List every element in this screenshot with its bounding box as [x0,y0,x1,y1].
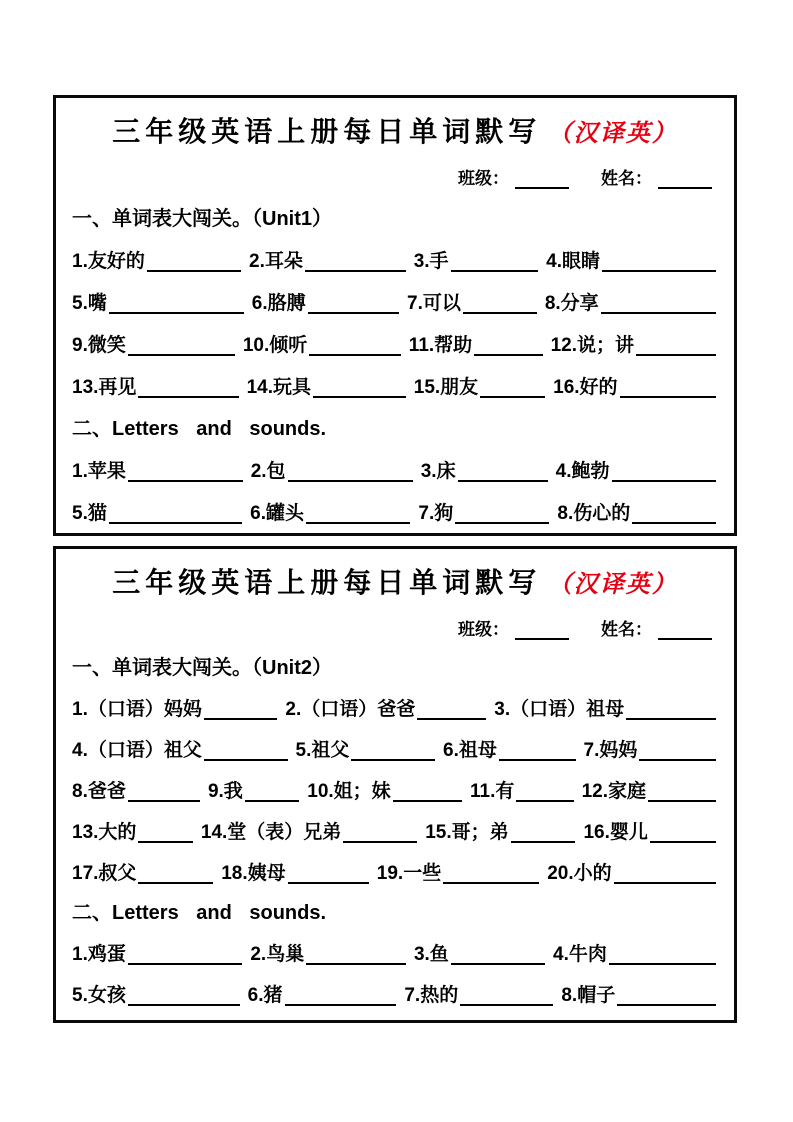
vocab-item [414,248,540,275]
vocab-term: 4.（口语）祖父 [72,740,202,761]
answer-blank-line [305,270,406,272]
vocab-item [72,458,245,485]
vocab-item [208,778,301,805]
vocab-item [404,982,555,1009]
vocab-term: 6.祖母 [443,740,497,761]
vocab-item [72,332,237,359]
vocab-item [252,290,401,317]
student-id-line [72,167,718,191]
answer-blank-line [204,759,288,761]
vocab-term: 11.有 [470,781,515,802]
vocab-item [201,819,419,846]
vocab-term: 16.婴儿 [583,822,648,843]
worksheet-title-line [72,112,718,157]
answer-blank-line [614,882,716,884]
vocab-item [72,737,290,764]
section-heading-letters: 二、Letters and sounds. [72,418,327,440]
vocab-term: 10.姐；妹 [307,781,391,802]
answer-blank-line [288,480,413,482]
vocab-term: 10.倾听 [242,335,308,356]
answer-blank-line [617,1004,716,1006]
answer-blank-line [601,312,716,314]
vocab-row [72,248,718,275]
vocab-term: 8.伤心的 [557,503,631,524]
vocab-item [247,374,408,401]
answer-blank-line [650,841,716,843]
answer-blank-line [306,522,410,524]
vocab-row [72,696,718,723]
vocab-row [72,819,718,846]
vocab-term: 7.狗 [418,503,454,524]
answer-blank-line [602,270,716,272]
vocab-item [414,941,547,968]
vocab-term: 5.女孩 [72,985,126,1006]
answer-blank-line [128,480,243,482]
vocab-row [72,737,718,764]
worksheet-card-unit1 [53,95,737,536]
answer-blank-line [460,1004,553,1006]
answer-blank-line [204,718,278,720]
section-heading-vocab: 一、单词表大闯关。（Unit2） [72,657,332,679]
answer-blank-line [443,882,539,884]
answer-blank-line [306,963,406,965]
vocab-item [250,500,412,527]
vocab-item [546,248,718,275]
name-label: 姓名： [601,169,652,188]
vocab-item [561,982,718,1009]
vocab-term: 5.嘴 [72,293,107,314]
section-heading-letters: 二、Letters and sounds. [72,902,327,924]
vocab-item [551,332,718,359]
name-label: 姓名： [601,620,652,639]
answer-blank-line [128,1004,240,1006]
vocab-term: 11.帮助 [408,335,473,356]
vocab-item [249,248,408,275]
vocab-term: 8.爸爸 [72,781,126,802]
vocab-rows-container [72,458,718,527]
vocab-item [307,778,464,805]
answer-blank-line [609,963,716,965]
vocab-item [72,500,244,527]
vocab-row [72,500,718,527]
answer-blank-line [612,480,717,482]
answer-blank-line [480,396,545,398]
vocab-term: 3.床 [420,461,456,482]
vocab-item [285,696,488,723]
vocab-term: 5.猫 [72,503,107,524]
vocab-item [547,860,718,887]
answer-blank-line [516,800,573,802]
vocab-term: 1.友好的 [72,251,145,272]
answer-blank-line [109,522,242,524]
answer-blank-line [128,354,235,356]
vocab-item [243,332,403,359]
vocab-term: 9.我 [207,781,243,802]
answer-blank-line [499,759,576,761]
translation-mode-tag: （汉译英） [547,571,678,598]
vocab-row [72,458,718,485]
vocab-item [72,290,246,317]
answer-blank-line [632,522,716,524]
vocab-item [425,819,577,846]
vocab-term: 3.手 [413,251,449,272]
vocab-term: 2.包 [250,461,286,482]
answer-blank-line [245,800,299,802]
answer-blank-line [620,396,716,398]
vocab-item [221,860,371,887]
vocab-item [251,458,415,485]
vocab-item [296,737,438,764]
vocab-item [250,941,408,968]
vocab-term: 4.眼睛 [546,251,601,272]
vocab-row [72,778,718,805]
vocab-term: 2.耳朵 [249,251,303,272]
vocab-term: 7.妈妈 [583,740,638,761]
answer-blank-line [147,270,241,272]
vocab-item [72,819,195,846]
vocab-item [557,500,718,527]
vocab-term: 1.（口语）妈妈 [72,699,202,720]
vocab-row [72,290,718,317]
answer-blank-line [463,312,537,314]
vocab-term: 6.猪 [247,985,283,1006]
answer-blank-line [626,718,716,720]
answer-blank-line [138,841,192,843]
vocab-row [72,374,718,401]
vocab-item [72,374,241,401]
vocab-term: 19.一些 [376,863,442,884]
vocab-item [72,860,215,887]
answer-blank-line [313,396,406,398]
answer-blank-line [636,354,716,356]
vocab-item [409,332,545,359]
vocab-rows-container [72,248,718,401]
vocab-item [72,696,279,723]
section-heading-vocab: 一、单词表大闯关。（Unit1） [72,208,332,230]
vocab-term: 12.家庭 [581,781,646,802]
name-blank-line [658,620,712,640]
vocab-item [248,982,399,1009]
answer-blank-line [451,963,545,965]
answer-blank-line [343,841,417,843]
vocab-item [582,778,718,805]
vocab-term: 6.罐头 [250,503,305,524]
vocab-term: 2.鸟巢 [250,944,305,965]
vocab-item [418,500,551,527]
answer-blank-line [458,480,548,482]
vocab-item [470,778,576,805]
vocab-term: 4.牛肉 [553,944,607,965]
vocab-item [72,982,242,1009]
answer-blank-line [639,759,716,761]
vocab-term: 3.（口语）祖母 [494,699,625,720]
vocab-item [377,860,541,887]
answer-blank-line [309,354,401,356]
answer-blank-line [308,312,399,314]
answer-blank-line [128,963,242,965]
answer-blank-line [455,522,549,524]
answer-blank-line [474,354,542,356]
class-label: 班级： [458,620,509,639]
answer-blank-line [351,759,435,761]
vocab-term: 3.鱼 [413,944,449,965]
vocab-term: 16.好的 [553,377,618,398]
vocab-term: 13.大的 [72,822,137,843]
vocab-item [583,819,718,846]
answer-blank-line [109,312,244,314]
answer-blank-line [288,882,369,884]
vocab-term: 20.小的 [547,863,612,884]
vocab-item [414,374,547,401]
vocab-row [72,982,718,1009]
vocab-term: 7.可以 [407,293,461,314]
vocab-row [72,941,718,968]
vocab-item [556,458,718,485]
vocab-term: 18.姨母 [221,863,286,884]
vocab-rows-container [72,941,718,1009]
class-blank-line [515,620,569,640]
vocab-term: 6.胳膊 [251,293,306,314]
answer-blank-line [417,718,486,720]
vocab-term: 5.祖父 [295,740,350,761]
answer-blank-line [138,396,238,398]
vocab-term: 1.鸡蛋 [72,944,126,965]
vocab-term: 8.帽子 [561,985,616,1006]
vocab-item [72,248,243,275]
vocab-rows-container [72,696,718,887]
vocab-item [72,941,244,968]
vocab-term: 15.朋友 [413,377,479,398]
worksheet-card-unit2 [53,546,737,1023]
vocab-row [72,860,718,887]
vocab-item [407,290,539,317]
worksheet-title: 三年级英语上册每日单词默写 [112,116,542,147]
vocab-item [494,696,718,723]
vocab-term: 12.说；讲 [550,335,635,356]
vocab-item [545,290,718,317]
answer-blank-line [128,800,200,802]
vocab-item [584,737,718,764]
class-label: 班级： [458,169,509,188]
worksheet-title-line [72,563,718,608]
vocab-term: 13.再见 [72,377,137,398]
vocab-term: 1.苹果 [72,461,126,482]
vocab-item [72,778,202,805]
worksheet-title: 三年级英语上册每日单词默写 [112,567,542,598]
vocab-term: 14.堂（表）兄弟 [200,822,342,843]
vocab-term: 14.玩具 [246,377,312,398]
vocab-term: 15.哥；弟 [425,822,509,843]
vocab-item [553,941,718,968]
answer-blank-line [393,800,462,802]
vocab-item [443,737,577,764]
student-id-line [72,618,718,642]
vocab-term: 4.鲍勃 [555,461,610,482]
answer-blank-line [138,882,213,884]
vocab-term: 7.热的 [404,985,459,1006]
vocab-term: 9.微笑 [72,335,126,356]
vocab-term: 17.叔父 [72,863,137,884]
translation-mode-tag: （汉译英） [547,120,678,147]
answer-blank-line [648,800,716,802]
answer-blank-line [511,841,576,843]
vocab-item [553,374,718,401]
name-blank-line [658,169,712,189]
vocab-item [421,458,550,485]
vocab-term: 2.（口语）爸爸 [285,699,416,720]
vocab-row [72,332,718,359]
answer-blank-line [285,1004,397,1006]
answer-blank-line [451,270,539,272]
class-blank-line [515,169,569,189]
vocab-term: 8.分享 [544,293,599,314]
